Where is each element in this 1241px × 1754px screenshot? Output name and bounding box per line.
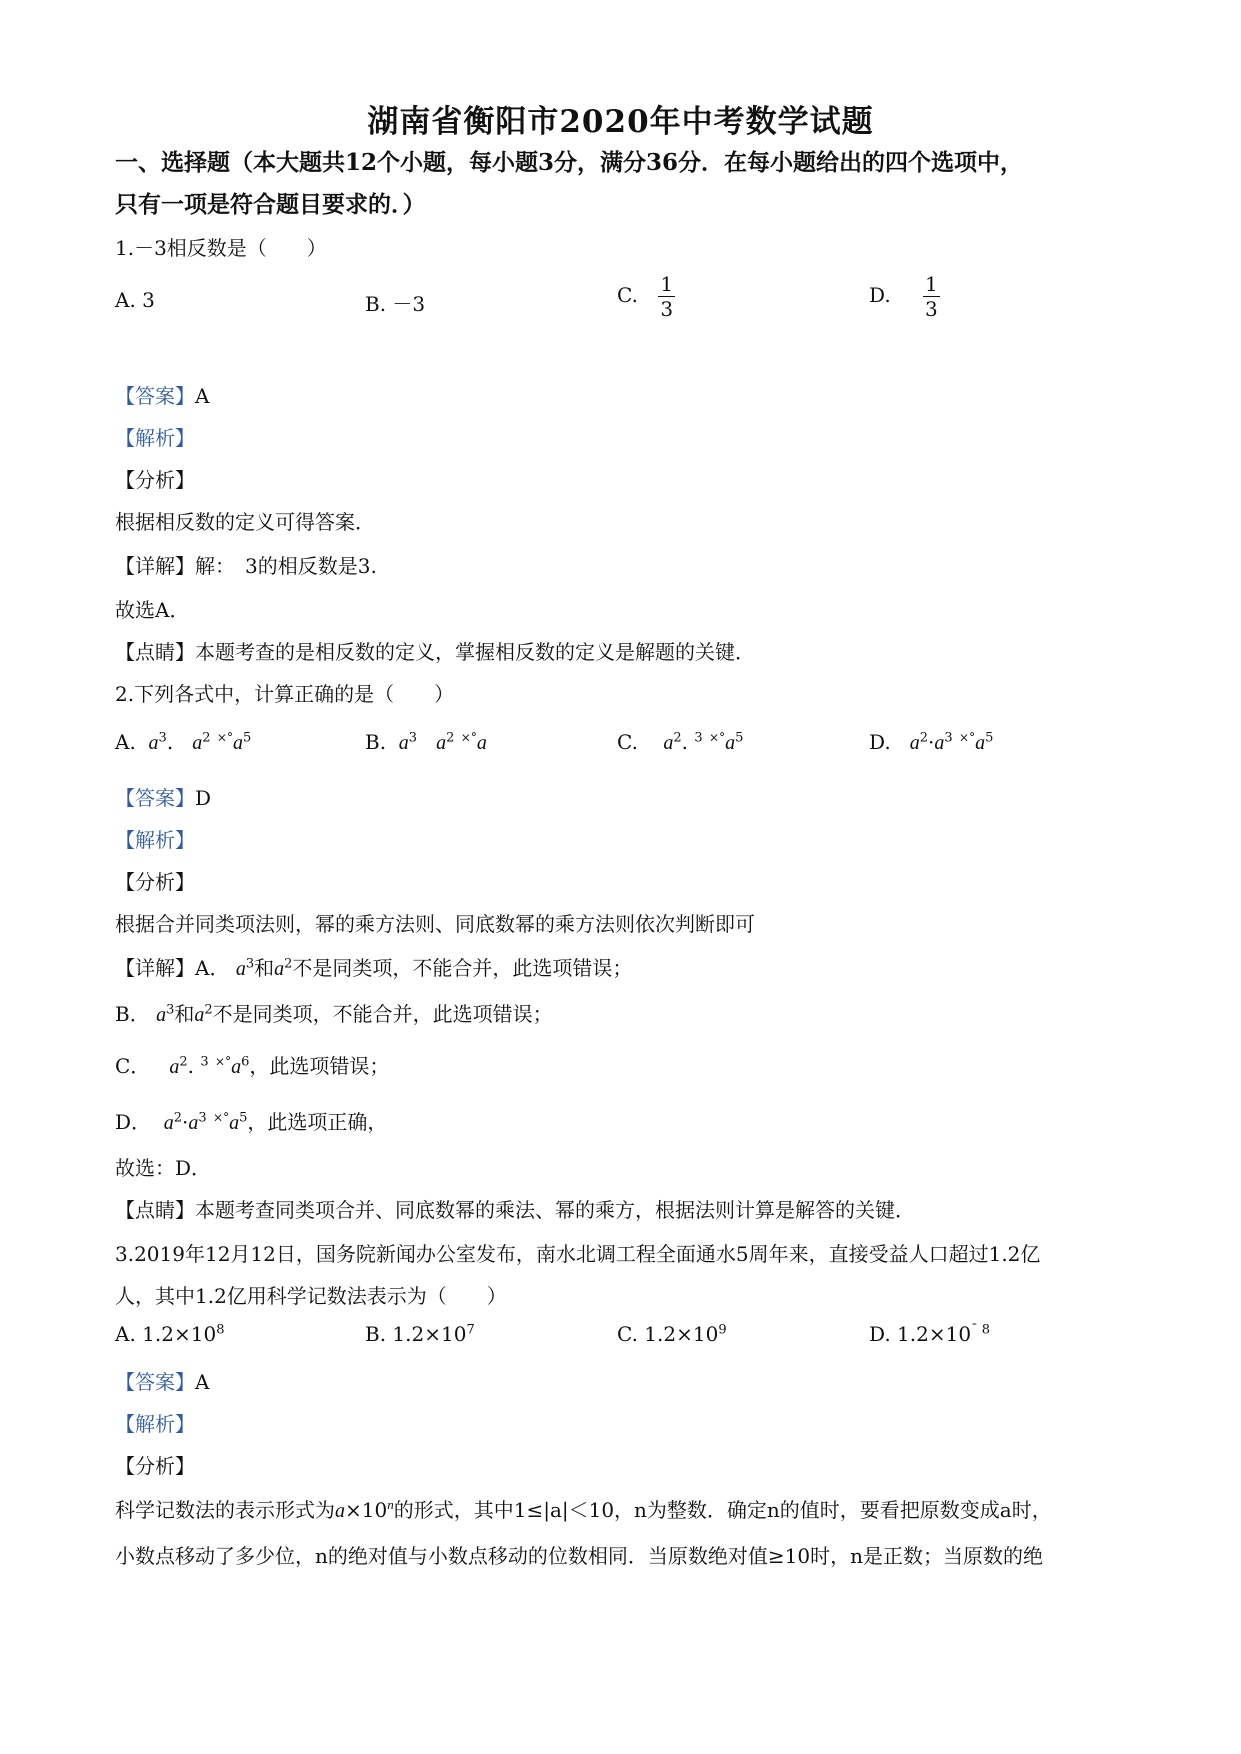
q3-option-d-label: D. [869, 1322, 891, 1346]
q2-conclusion: 故选：D． [115, 1156, 212, 1180]
q2-option-b-formula: $a^3$ $a^2$ ×°a [398, 730, 487, 754]
q2-fenxi-text: 根据合并同类项法则，幂的乘方法则、同底数幂的乘方法则依次判断即可 [115, 912, 755, 936]
fraction-numerator: 1 [925, 272, 938, 296]
q2-option-c [617, 730, 743, 755]
q2-option-a [115, 730, 251, 755]
q2-answer [115, 782, 211, 811]
q1-option-a: A. 3 [115, 288, 155, 312]
detail-prefix: D． [115, 1110, 152, 1134]
answer-tag: 【答案】 [115, 1370, 195, 1394]
q2-option-a-label: A. [115, 730, 136, 754]
conj: 和 [174, 1002, 195, 1026]
section-heading [115, 142, 1135, 226]
answer-value: A [195, 1370, 210, 1394]
q2-jiexi-tag: 【解析】 [115, 828, 195, 852]
q3-stem-line-2: 人，其中1.2亿用科学记数法表示为（ ） [115, 1284, 507, 1308]
detail-prefix: C． [115, 1054, 151, 1078]
q3-option-a: A. $1.2\times 10^8$ [115, 1322, 225, 1346]
q1-jiexi-tag: 【解析】 [115, 426, 195, 450]
q1-conclusion: 故选A． [115, 598, 190, 622]
detail-suffix: ，此选项错误； [249, 1054, 390, 1078]
q2-detail-d: D． $a^2\cdot a^3$ $^{\times^\circ}a^5$，此选项正确， [115, 1110, 388, 1134]
fraction-denominator: 3 [925, 297, 938, 321]
q1-fenxi-tag: 【分析】 [115, 468, 195, 492]
q3-option-b-label: B. [365, 1322, 387, 1346]
detail-suffix: 不是同类项，不能合并，此选项错误； [212, 1002, 553, 1026]
fraction-denominator: 3 [660, 297, 674, 321]
q1-option-c-label: C. [617, 283, 638, 307]
conj: 和 [254, 956, 275, 980]
q1-option-c-fraction [658, 272, 675, 321]
q1-fenxi-text: 根据相反数的定义可得答案． [115, 510, 375, 534]
q2-option-d [869, 730, 993, 755]
q2-option-b [365, 730, 487, 755]
q2-stem: 2.下列各式中，计算正确的是（ ） [115, 682, 455, 706]
q2-option-c-label: C. [617, 730, 638, 754]
page-title: 湖南省衡阳市2020年中考数学试题 [367, 104, 874, 140]
q1-option-d-fraction [923, 272, 940, 321]
q1-stem: 1.－3相反数是（ ） [115, 236, 327, 260]
q2-option-a-formula: $a^3$. $a^2$ $^{\times^\circ}a^5$ [148, 730, 252, 754]
q1-option-d [869, 272, 940, 321]
q2-detail-b: B． $a^3$和$a^2$不是同类项，不能合并，此选项错误； [115, 1002, 553, 1026]
q2-option-b-label: B. [365, 730, 387, 754]
q3-option-a-label: A. [115, 1322, 136, 1346]
answer-value: A [195, 384, 210, 408]
q3-jiexi-tag: 【解析】 [115, 1412, 195, 1436]
answer-tag: 【答案】 [115, 786, 195, 810]
q2-option-c-formula: $a^2$. $^3$ $^{\times^\circ}a^5$ [663, 730, 744, 754]
q1-comment: 【点睛】本题考查的是相反数的定义，掌握相反数的定义是解题的关键． [115, 640, 755, 664]
q3-fenxi-tag: 【分析】 [115, 1454, 195, 1478]
analysis-prefix: 科学记数法的表示形式为 [115, 1498, 335, 1522]
section-heading-line-2: 只有一项是符合题目要求的．） [115, 191, 426, 218]
q2-option-d-formula: $a^2\cdot a^3$ $^{\times^\circ}a^5$ [909, 730, 994, 754]
detail-prefix: B． [115, 1002, 150, 1026]
q1-option-c [617, 272, 675, 321]
detail-prefix: 【详解】A． [115, 956, 230, 980]
q3-stem-line-1: 3.2019年12月12日，国务院新闻办公室发布，南水北调工程全面通水5周年来，直接受益人口超过1.2亿 [115, 1242, 1041, 1266]
answer-tag: 【答案】 [115, 384, 195, 408]
detail-suffix: ，此选项正确， [247, 1110, 388, 1134]
fraction-numerator: 1 [660, 272, 674, 296]
q2-detail-c: C． $a^2$. $^3$ $^{\times^\circ}a^6$，此选项错误； [115, 1054, 390, 1078]
q2-fenxi-tag: 【分析】 [115, 870, 195, 894]
q1-detail: 【详解】解： 3的相反数是3. [115, 554, 377, 578]
q2-detail-a: 【详解】A． $a^3$和$a^2$不是同类项，不能合并，此选项错误； [115, 956, 633, 980]
section-heading-line-1: 一、选择题（本大题共12个小题，每小题3分，满分36分．在每小题给出的四个选项中， [115, 149, 1024, 176]
q3-option-b: B. $1.2\times 10^7$ [365, 1322, 475, 1346]
q1-option-b: B. －3 [365, 292, 426, 316]
q3-option-c-label: C. [617, 1322, 638, 1346]
analysis-suffix: 的形式，其中1≤|a|＜10，n为整数．确定n的值时，要看把原数变成a时， [393, 1498, 1052, 1522]
q3-option-d: D. $1.2\times 10^{ˉ 8}$ [869, 1322, 990, 1346]
q2-comment: 【点睛】本题考查同类项合并、同底数幂的乘法、幂的乘方，根据法则计算是解答的关键． [115, 1198, 915, 1222]
q3-analysis-line-2: 小数点移动了多少位，n的绝对值与小数点移动的位数相同．当原数绝对值≥10时，n是正数；当原数的绝 [115, 1544, 1043, 1568]
detail-suffix: 不是同类项，不能合并，此选项错误； [292, 956, 633, 980]
q3-analysis-line-1: 科学记数法的表示形式为$a\times 10^n$的形式，其中1≤|a|＜10，n为整数．确定n的值时，要看把原数变成a时， [115, 1497, 1052, 1522]
q3-option-c: C. $1.2\times 10^9$ [617, 1322, 727, 1346]
q2-option-d-label: D. [869, 730, 891, 754]
q3-answer [115, 1366, 209, 1395]
answer-value: D [195, 786, 212, 810]
q1-option-d-label: D. [869, 283, 891, 307]
q1-answer [115, 380, 209, 409]
